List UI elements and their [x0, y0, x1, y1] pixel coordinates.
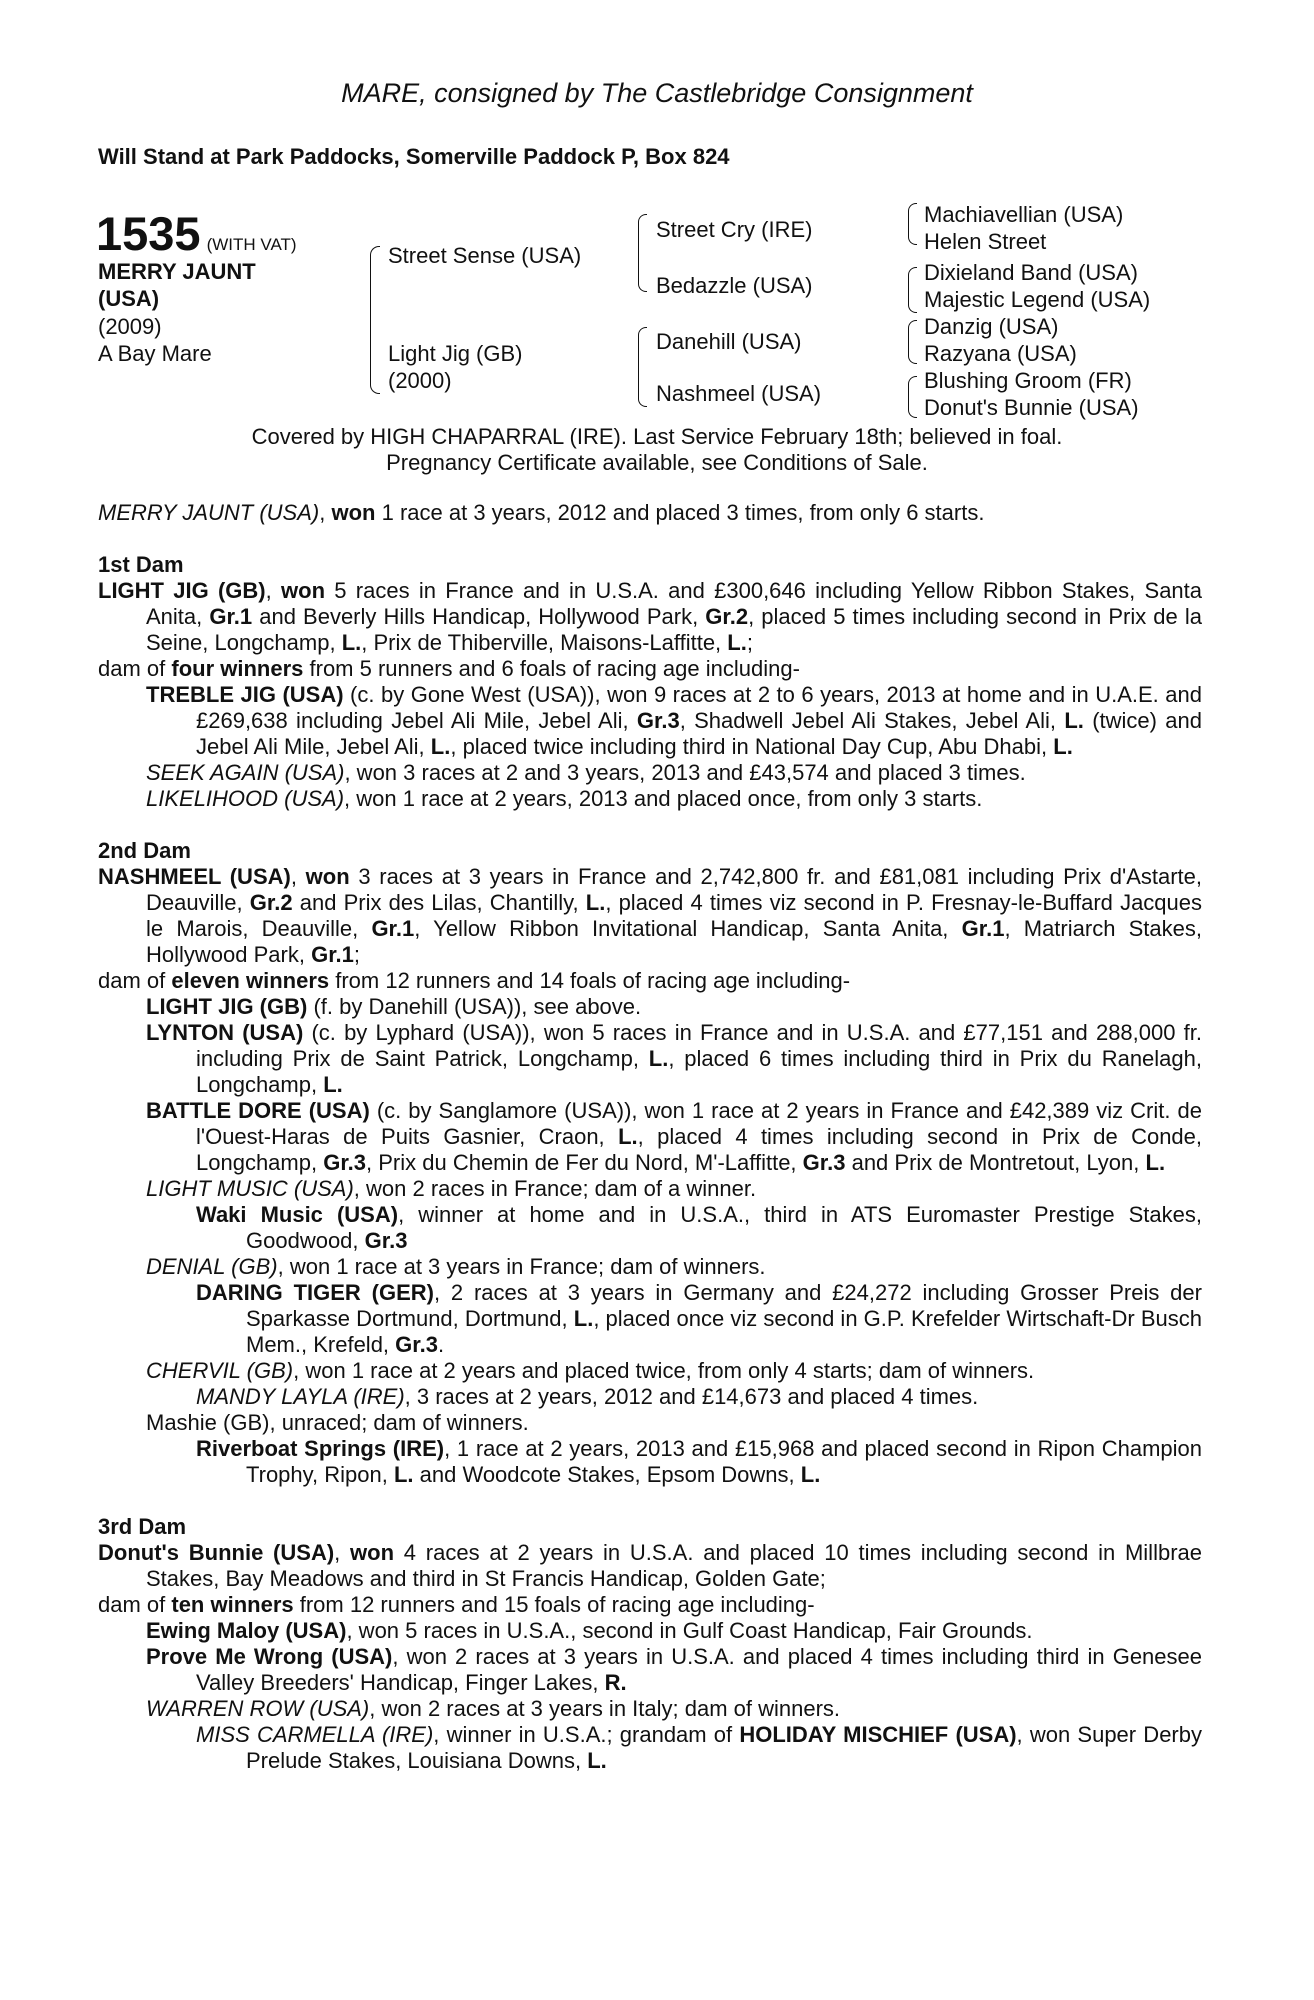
list-item: Mashie (GB), unraced; dam of winners.: [146, 1410, 529, 1435]
first-dam-heading: 1st Dam: [98, 552, 184, 577]
horse-info: [98, 313, 212, 367]
covered-line2: Pregnancy Certificate available, see Conditions of Sale.: [386, 450, 928, 475]
list-item: LIGHT JIG (GB) (f. by Danehill (USA)), see above.: [146, 994, 642, 1019]
first-dam-produce: dam of four winners from 5 runners and 6 foals of racing age including-: [98, 656, 800, 681]
page-title: MARE, consigned by The Castlebridge Consignment: [341, 78, 973, 108]
pedigree-gg-1: Machiavellian (USA): [924, 202, 1124, 227]
lot-number: 1535: [96, 207, 201, 260]
horse-description: A Bay Mare: [98, 341, 212, 366]
pedigree-notes: [98, 500, 1202, 1774]
second-dam-produce: dam of eleven winners from 12 runners and 14 foals of racing age including-: [98, 968, 851, 993]
list-item: DENIAL (GB), won 1 race at 3 years in France; dam of winners.: [146, 1254, 766, 1279]
brace-sire: [638, 214, 647, 292]
race-summary: MERRY JAUNT (USA), won 1 race at 3 years, 2012 and placed 3 times, from only 6 starts.: [98, 500, 985, 525]
list-item: Ewing Maloy (USA), won 5 races in U.S.A., second in Gulf Coast Handicap, Fair Grounds.: [146, 1618, 1033, 1643]
third-dam-entry: Donut's Bunnie (USA), won 4 races at 2 years in U.S.A. and placed 10 times including second in Millbrae Stakes, Bay Meadows and third in St Francis Handicap, Golden Gate;: [98, 1540, 1202, 1591]
pedigree-dam-sire: Danehill (USA): [656, 329, 802, 354]
third-dam-heading: 3rd Dam: [98, 1514, 187, 1539]
list-item: CHERVIL (GB), won 1 race at 2 years and placed twice, from only 4 starts; dam of winners.: [146, 1358, 1035, 1383]
brace-gg4: [908, 376, 917, 418]
lot-number-line: [96, 207, 297, 260]
pedigree-sire-dam: Bedazzle (USA): [656, 273, 813, 298]
first-dam-entry: LIGHT JIG (GB), won 5 races in France and in U.S.A. and £300,646 including Yellow Ribbon Stakes, Santa Anita, Gr.1 and Beverly Hills Handicap, Hollywood Park, Gr.2, placed 5 times including second in Prix de la Seine, Longchamp, L., Prix de Thiberville, Maisons-Laffitte, L.;: [98, 578, 1203, 655]
list-item: Riverboat Springs (IRE), 1 race at 2 years, 2013 and £15,968 and placed second in Ripon Champion Trophy, Ripon, L. and Woodcote Stakes, Epsom Downs, L.: [196, 1436, 1202, 1487]
pedigree-gg-2: Helen Street: [924, 229, 1047, 254]
brace-dam: [638, 327, 647, 407]
vat-note: (WITH VAT): [206, 235, 297, 254]
horse-name-line2: (USA): [98, 286, 160, 311]
brace-main: [370, 246, 380, 394]
list-item: BATTLE DORE (USA) (c. by Sanglamore (USA)), won 1 race at 2 years in France and £42,389 viz Crit. de l'Ouest-Haras de Puits Gasnier, Craon, L., placed 4 times including second in Prix de Conde, Longchamp, Gr.3, Prix du Chemin de Fer du Nord, M'-Laffitte, Gr.3 and Prix de Montretout, Lyon, L.: [146, 1098, 1203, 1175]
brace-gg3: [908, 320, 917, 364]
list-item: Prove Me Wrong (USA), won 2 races at 3 years in U.S.A. and placed 4 times including third in Genesee Valley Breeders' Handicap, Finger Lakes, R.: [146, 1644, 1202, 1695]
list-item: SEEK AGAIN (USA), won 3 races at 2 and 3 years, 2013 and £43,574 and placed 3 times.: [146, 760, 1026, 785]
list-item: MANDY LAYLA (IRE), 3 races at 2 years, 2012 and £14,673 and placed 4 times.: [196, 1384, 979, 1409]
list-item: WARREN ROW (USA), won 2 races at 3 years in Italy; dam of winners.: [146, 1696, 841, 1721]
pedigree-gg-3: Dixieland Band (USA): [924, 260, 1138, 285]
brace-gg2: [908, 267, 917, 313]
pedigree-dam-year: (2000): [388, 368, 452, 393]
list-item: LYNTON (USA) (c. by Lyphard (USA)), won 5 races in France and in U.S.A. and £77,151 and 288,000 fr. including Prix de Saint Patrick, Longchamp, L., placed 6 times including third in Prix du Ranelagh, Longchamp, L.: [146, 1020, 1202, 1097]
pedigree-gg-6: Razyana (USA): [924, 341, 1077, 366]
covered-line1: Covered by HIGH CHAPARRAL (IRE). Last Service February 18th; believed in foal.: [251, 424, 1063, 449]
horse-name-line1: MERRY JAUNT: [98, 259, 256, 284]
list-item: LIKELIHOOD (USA), won 1 race at 2 years, 2013 and placed once, from only 3 starts.: [146, 786, 983, 811]
second-dam-heading: 2nd Dam: [98, 838, 191, 863]
second-dam-entry: NASHMEEL (USA), won 3 races at 3 years in France and 2,742,800 fr. and £81,081 including Prix d'Astarte, Deauville, Gr.2 and Prix des Lilas, Chantilly, L., placed 4 times viz second in P. Fresnay-le-Buffard Jacques le Marois, Deauville, Gr.1, Yellow Ribbon Invitational Handicap, Santa Anita, Gr.1, Matriarch Stakes, Hollywood Park, Gr.1;: [98, 864, 1203, 967]
pedigree-dam-dam: Nashmeel (USA): [656, 381, 822, 406]
list-item: TREBLE JIG (USA) (c. by Gone West (USA)), won 9 races at 2 to 6 years, 2013 at home and in U.A.E. and £269,638 including Jebel Ali Mile, Jebel Ali, Gr.3, Shadwell Jebel Ali Stakes, Jebel Ali, L. (twice) and Jebel Ali Mile, Jebel Ali, L., placed twice including third in National Day Cup, Abu Dhabi, L.: [146, 682, 1202, 759]
pedigree-sire: Street Sense (USA): [388, 243, 582, 268]
pedigree-gg-8: Donut's Bunnie (USA): [924, 395, 1139, 420]
horse-year: (2009): [98, 314, 162, 339]
brace-gg1: [908, 203, 917, 245]
pedigree-gg-4: Majestic Legend (USA): [924, 287, 1151, 312]
third-dam-produce: dam of ten winners from 12 runners and 15 foals of racing age including-: [98, 1592, 815, 1617]
horse-name: [98, 258, 256, 312]
list-item: LIGHT MUSIC (USA), won 2 races in France; dam of a winner.: [146, 1176, 757, 1201]
list-item: DARING TIGER (GER), 2 races at 3 years in Germany and £24,272 including Grosser Preis der Sparkasse Dortmund, Dortmund, L., placed once viz second in G.P. Krefelder Wirtschaft-Dr Busch Mem., Krefeld, Gr.3.: [196, 1280, 1202, 1357]
pedigree-gg-7: Blushing Groom (FR): [924, 368, 1132, 393]
list-item: MISS CARMELLA (IRE), winner in U.S.A.; grandam of HOLIDAY MISCHIEF (USA), won Super Derby Prelude Stakes, Louisiana Downs, L.: [196, 1722, 1202, 1773]
covered-note: [0, 424, 1314, 476]
pedigree-sire-sire: Street Cry (IRE): [656, 217, 813, 242]
stand-location: Will Stand at Park Paddocks, Somerville Paddock P, Box 824: [98, 144, 730, 169]
list-item: Waki Music (USA), winner at home and in U.S.A., third in ATS Euromaster Prestige Stakes, Goodwood, Gr.3: [196, 1202, 1202, 1253]
pedigree-gg-5: Danzig (USA): [924, 314, 1059, 339]
pedigree-dam: Light Jig (GB): [388, 341, 523, 366]
